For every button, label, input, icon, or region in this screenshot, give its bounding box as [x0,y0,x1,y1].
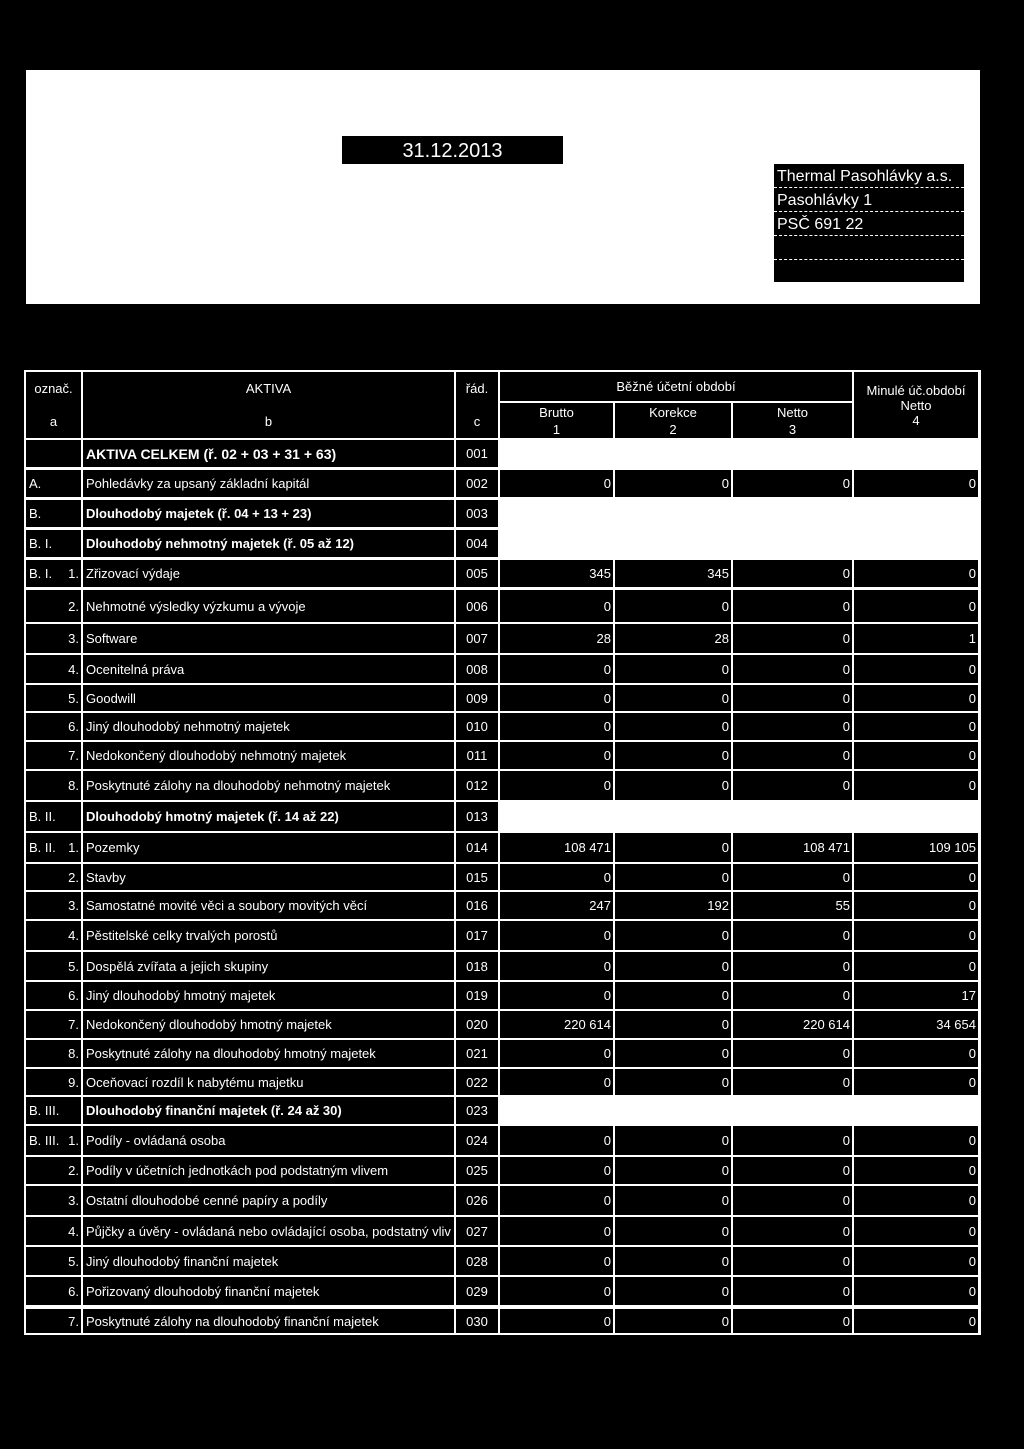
row-code: 001 [456,440,498,467]
row-korekce: 0 [615,1247,731,1275]
header-netto: Netto [776,404,809,420]
row-netto-prev: 17 [854,982,978,1009]
row-label: Nedokončený dlouhodobý hmotný majetek [83,1011,454,1038]
header-minule: Minulé úč.období [866,382,966,398]
row-code: 029 [456,1277,498,1305]
row-brutto: 0 [500,1126,613,1155]
company-info [774,164,964,282]
row-netto-prev: 0 [854,742,978,769]
row-num: 5. [68,958,79,974]
row-netto-prev: 1 [854,624,978,653]
row-mark-cell [26,921,81,950]
row-code: 030 [456,1309,498,1333]
header-korekce: Korekce [649,404,697,420]
company-name: Thermal Pasohlávky a.s. [774,164,964,188]
row-brutto: 220 614 [500,1011,613,1038]
row-netto: 0 [733,1186,852,1215]
row-brutto: 0 [500,713,613,740]
row-code: 025 [456,1157,498,1184]
row-mark: B. II. [29,809,56,824]
row-netto-prev: 0 [854,1069,978,1095]
row-netto: 0 [733,1309,852,1333]
row-num: 8. [68,778,79,793]
row-mark-cell [26,1247,81,1275]
header-aktiva-cell [83,372,454,438]
row-label: Nedokončený dlouhodobý nehmotný majetek [83,742,454,769]
row-num: 9. [68,1074,79,1090]
row-netto-prev: 0 [854,590,978,622]
row-num: 6. [68,719,79,734]
row-netto: 220 614 [733,1011,852,1038]
header-brutto-cell [500,403,613,438]
row-code: 024 [456,1126,498,1155]
row-label: Ostatní dlouhodobé cenné papíry a podíly [83,1186,454,1215]
row-netto: 0 [733,685,852,711]
row-mark-cell [26,1157,81,1184]
row-netto-prev: 0 [854,1040,978,1067]
row-label: Goodwill [83,685,454,711]
row-netto-prev: 0 [854,892,978,919]
row-netto-prev: 0 [854,685,978,711]
company-line-4 [774,236,964,260]
row-mark-cell [26,500,81,527]
row-num: 3. [68,631,79,646]
row-korekce: 0 [615,921,731,950]
row-mark-cell [26,742,81,769]
row-code: 012 [456,771,498,800]
row-mark-cell [26,713,81,740]
row-label: Ocenitelná práva [83,655,454,683]
row-netto: 108 471 [733,833,852,862]
row-netto-prev: 34 654 [854,1011,978,1038]
row-label: Stavby [83,864,454,890]
row-code: 028 [456,1247,498,1275]
row-label: Dlouhodobý finanční majetek (ř. 24 až 30) [83,1097,454,1124]
row-korekce: 0 [615,1186,731,1215]
row-korekce: 0 [615,1217,731,1245]
row-brutto: 0 [500,742,613,769]
row-label: Dospělá zvířata a jejich skupiny [83,952,454,980]
row-korekce: 0 [615,1040,731,1067]
row-netto-prev: 0 [854,1157,978,1184]
row-netto: 0 [733,590,852,622]
row-korekce: 345 [615,560,731,587]
row-korekce: 0 [615,952,731,980]
company-line-5 [774,260,964,282]
row-netto: 0 [733,1247,852,1275]
row-code: 011 [456,742,498,769]
row-netto: 0 [733,982,852,1009]
row-mark: B. I. [29,566,53,581]
row-mark-cell [26,590,81,622]
row-netto-prev: 109 105 [854,833,978,862]
row-netto: 0 [733,771,852,800]
row-korekce: 0 [615,1277,731,1305]
header-rad-cell [456,372,498,438]
row-mark-cell [26,560,81,587]
row-netto-prev: 0 [854,655,978,683]
header-netto-cell [733,403,852,438]
row-num: 7. [68,1017,79,1032]
header-n1: 1 [552,421,561,437]
row-netto-prev: 0 [854,560,978,587]
row-brutto: 0 [500,590,613,622]
company-street: Pasohlávky 1 [774,188,964,212]
row-brutto: 0 [500,864,613,890]
row-mark-cell [26,771,81,800]
row-mark: B. II. [29,840,56,855]
row-korekce: 0 [615,982,731,1009]
row-label: Nehmotné výsledky výzkumu a vývoje [83,590,454,622]
row-netto: 0 [733,921,852,950]
row-mark-cell [26,982,81,1009]
row-korekce: 0 [615,470,731,497]
row-num: 3. [68,1193,79,1208]
header-minule-cell [854,372,978,438]
row-korekce: 28 [615,624,731,653]
row-netto: 0 [733,560,852,587]
row-label: Pořizovaný dlouhodobý finanční majetek [83,1277,454,1305]
row-label: Samostatné movité věci a soubory movitých věcí [83,892,454,919]
row-label: Jiný dlouhodobý nehmotný majetek [83,713,454,740]
row-mark-cell [26,1040,81,1067]
row-korekce: 0 [615,713,731,740]
row-korekce: 0 [615,685,731,711]
row-code: 010 [456,713,498,740]
row-korekce: 0 [615,655,731,683]
row-mark: B. [29,506,42,521]
row-code: 004 [456,530,498,557]
row-korekce: 0 [615,1126,731,1155]
row-code: 002 [456,470,498,497]
row-mark: B. III. [29,1103,60,1118]
row-mark-cell [26,892,81,919]
row-code: 007 [456,624,498,653]
row-num: 3. [68,898,79,913]
row-mark-cell [26,1069,81,1095]
row-netto-prev: 0 [854,1309,978,1333]
row-netto: 0 [733,1277,852,1305]
row-netto: 0 [733,1069,852,1095]
row-num: 2. [68,598,79,614]
row-netto: 0 [733,1217,852,1245]
row-label: Podíly - ovládaná osoba [83,1126,454,1155]
row-code: 026 [456,1186,498,1215]
row-netto-prev: 0 [854,952,978,980]
row-netto-prev: 0 [854,1186,978,1215]
row-label: Dlouhodobý majetek (ř. 04 + 13 + 23) [83,500,454,527]
row-korekce: 0 [615,1011,731,1038]
row-netto-prev: 0 [854,470,978,497]
row-korekce: 0 [615,833,731,862]
row-num: 4. [68,661,79,677]
row-code: 014 [456,833,498,862]
row-brutto: 0 [500,1069,613,1095]
row-label: Software [83,624,454,653]
row-num: 4. [68,1223,79,1239]
row-mark: B. III. [29,1133,60,1148]
header-col-a: a [49,414,58,429]
row-korekce: 0 [615,742,731,769]
row-brutto: 0 [500,982,613,1009]
row-mark-cell [26,952,81,980]
row-code: 020 [456,1011,498,1038]
row-korekce: 0 [615,1069,731,1095]
row-brutto: 108 471 [500,833,613,862]
row-mark: A. [29,476,42,491]
row-mark-cell [26,1186,81,1215]
row-brutto: 345 [500,560,613,587]
row-netto: 0 [733,1040,852,1067]
row-num: 8. [68,1046,79,1061]
row-netto: 0 [733,470,852,497]
row-brutto: 0 [500,1186,613,1215]
row-mark-cell [26,1217,81,1245]
row-code: 015 [456,864,498,890]
balance-sheet-table [24,370,981,1335]
row-brutto: 247 [500,892,613,919]
row-mark-cell [26,864,81,890]
header-netto-prev: Netto [900,397,932,413]
row-mark-cell [26,1097,81,1124]
row-mark-cell [26,1126,81,1155]
row-netto: 0 [733,952,852,980]
row-label: Jiný dlouhodobý finanční majetek [83,1247,454,1275]
row-netto: 0 [733,1126,852,1155]
row-code: 016 [456,892,498,919]
row-brutto: 0 [500,1309,613,1333]
header-bezne-obdobi: Běžné účetní období [500,372,852,401]
row-netto-prev: 0 [854,864,978,890]
row-mark: B. I. [29,536,53,551]
row-mark-cell [26,530,81,557]
row-num: 6. [68,1283,79,1299]
row-num: 6. [68,988,79,1003]
row-brutto: 0 [500,1247,613,1275]
row-netto: 0 [733,742,852,769]
row-mark-cell [26,440,81,467]
row-netto: 0 [733,624,852,653]
row-netto-prev: 0 [854,1247,978,1275]
row-brutto: 0 [500,952,613,980]
row-label: Podíly v účetních jednotkách pod podstatným vlivem [83,1157,454,1184]
header-brutto: Brutto [539,404,574,420]
row-brutto: 0 [500,470,613,497]
row-netto-prev: 0 [854,771,978,800]
row-label: Pěstitelské celky trvalých porostů [83,921,454,950]
row-num: 5. [68,1253,79,1269]
row-mark-cell [26,655,81,683]
row-num: 2. [68,869,79,885]
row-num: 1. [68,1133,79,1148]
row-mark-cell [26,1309,81,1333]
row-num: 4. [68,928,79,943]
row-code: 006 [456,590,498,622]
row-netto-prev: 0 [854,713,978,740]
report-date: 31.12.2013 [342,136,563,164]
row-mark-cell [26,1011,81,1038]
row-code: 005 [456,560,498,587]
row-num: 1. [68,840,79,855]
row-label: Jiný dlouhodobý hmotný majetek [83,982,454,1009]
row-code: 027 [456,1217,498,1245]
header-col-c: c [473,414,481,429]
row-mark-cell [26,470,81,497]
header-rad: řád. [465,381,489,396]
row-brutto: 0 [500,685,613,711]
row-brutto: 0 [500,1277,613,1305]
row-num: 7. [68,748,79,763]
row-label: Poskytnuté zálohy na dlouhodobý nehmotný majetek [83,771,454,800]
row-netto: 55 [733,892,852,919]
row-label: Půjčky a úvěry - ovládaná nebo ovládající osoba, podstatný vliv [83,1217,454,1245]
row-num: 7. [68,1313,79,1329]
row-num: 5. [68,690,79,706]
row-netto: 0 [733,713,852,740]
header-n3: 3 [788,421,797,437]
header-n4: 4 [912,412,920,428]
row-korekce: 0 [615,590,731,622]
row-netto-prev: 0 [854,921,978,950]
row-code: 017 [456,921,498,950]
header-korekce-cell [615,403,731,438]
row-netto: 0 [733,864,852,890]
row-num: 2. [68,1163,79,1178]
row-code: 013 [456,802,498,831]
row-label: AKTIVA CELKEM (ř. 02 + 03 + 31 + 63) [83,440,454,467]
company-postcode: PSČ 691 22 [774,212,964,236]
row-label: Poskytnuté zálohy na dlouhodobý hmotný majetek [83,1040,454,1067]
row-code: 022 [456,1069,498,1095]
row-korekce: 0 [615,771,731,800]
row-label: Pozemky [83,833,454,862]
row-label: Pohledávky za upsaný základní kapitál [83,470,454,497]
row-code: 003 [456,500,498,527]
row-label: Oceňovací rozdíl k nabytému majetku [83,1069,454,1095]
row-code: 021 [456,1040,498,1067]
row-code: 019 [456,982,498,1009]
header-oznac: označ. [34,381,73,396]
header-n2: 2 [669,421,677,437]
row-code: 018 [456,952,498,980]
row-code: 023 [456,1097,498,1124]
row-korekce: 0 [615,1157,731,1184]
row-brutto: 0 [500,1157,613,1184]
row-label: Poskytnuté zálohy na dlouhodobý finanční majetek [83,1309,454,1333]
header-aktiva: AKTIVA [245,381,292,396]
row-brutto: 0 [500,1217,613,1245]
row-mark-cell [26,833,81,862]
header-col-b: b [264,414,273,429]
row-brutto: 0 [500,1040,613,1067]
row-netto-prev: 0 [854,1217,978,1245]
row-code: 008 [456,655,498,683]
row-code: 009 [456,685,498,711]
row-num: 1. [68,566,79,581]
row-mark-cell [26,1277,81,1305]
row-mark-cell [26,685,81,711]
row-label: Dlouhodobý hmotný majetek (ř. 14 až 22) [83,802,454,831]
row-netto: 0 [733,1157,852,1184]
row-korekce: 192 [615,892,731,919]
row-mark-cell [26,802,81,831]
row-korekce: 0 [615,864,731,890]
row-netto-prev: 0 [854,1277,978,1305]
row-netto: 0 [733,655,852,683]
row-korekce: 0 [615,1309,731,1333]
row-brutto: 0 [500,921,613,950]
row-netto-prev: 0 [854,1126,978,1155]
row-brutto: 28 [500,624,613,653]
row-label: Dlouhodobý nehmotný majetek (ř. 05 až 12) [83,530,454,557]
row-brutto: 0 [500,771,613,800]
row-label: Zřizovací výdaje [83,560,454,587]
row-brutto: 0 [500,655,613,683]
row-mark-cell [26,624,81,653]
header-oznac-cell [26,372,81,438]
